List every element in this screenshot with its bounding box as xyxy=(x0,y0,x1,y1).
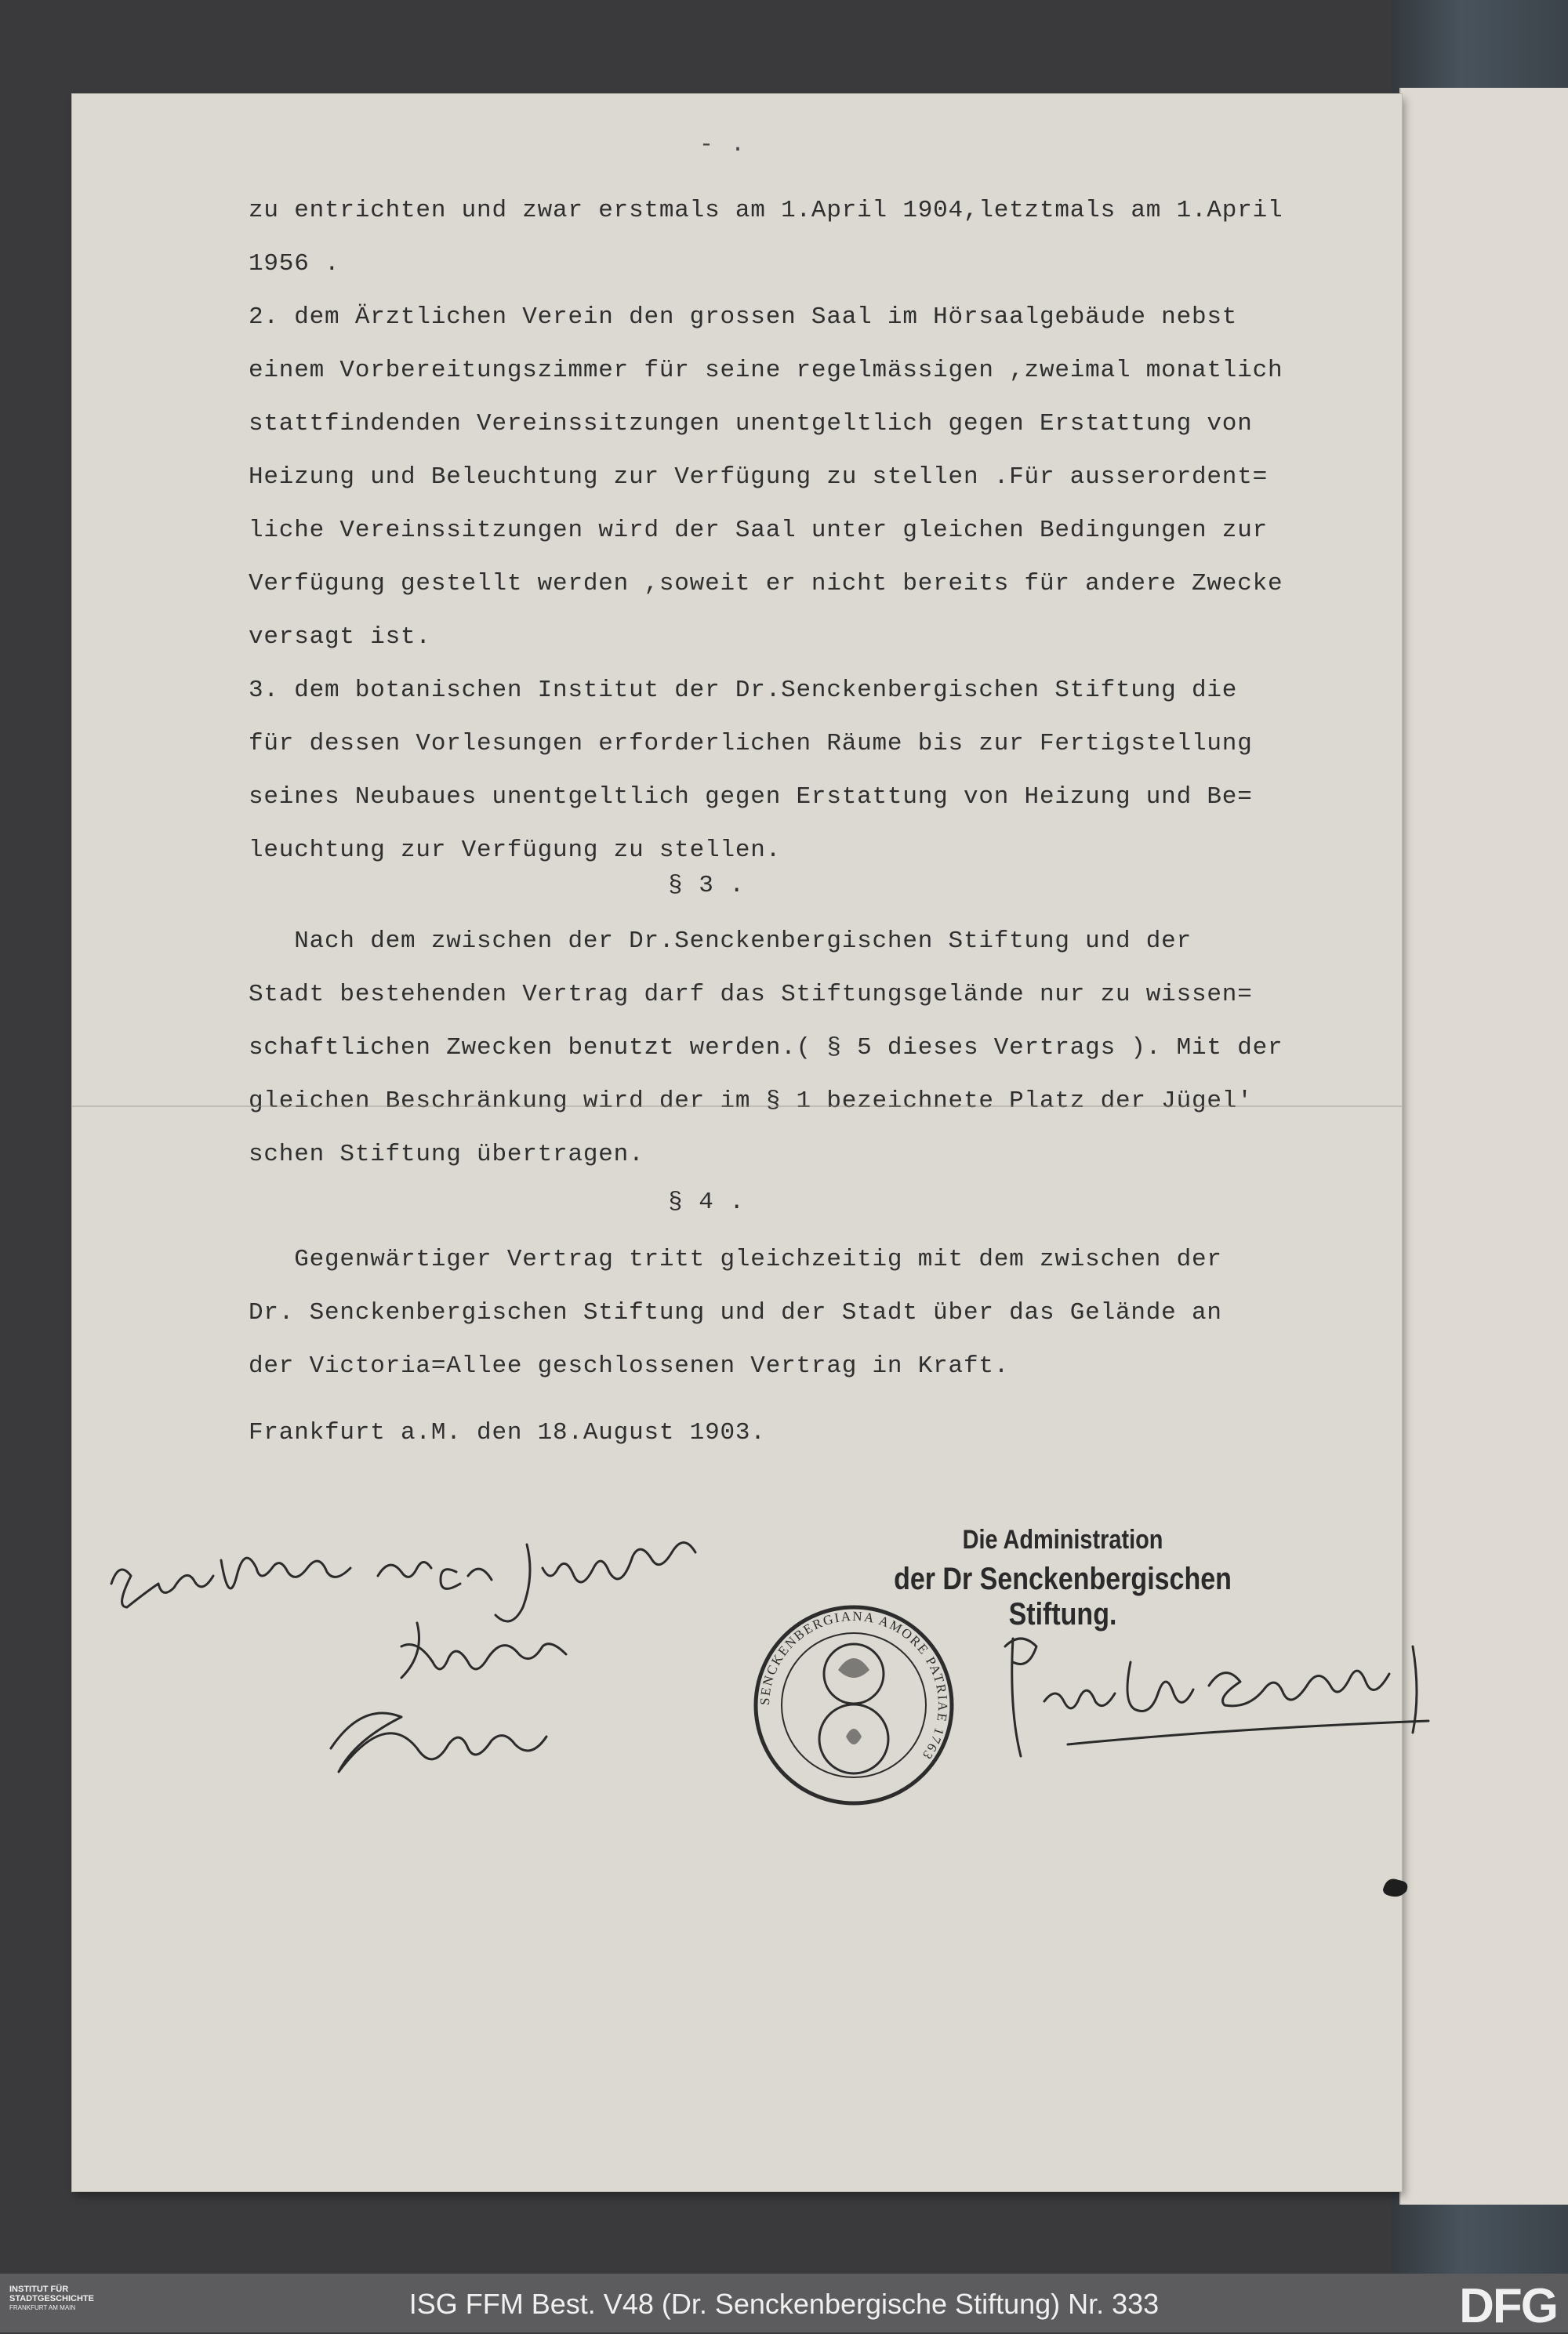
archive-citation: ISG FFM Best. V48 (Dr. Senckenbergische Stiftung) Nr. 333 xyxy=(408,2288,1160,2320)
text-line: schen Stiftung übertragen. xyxy=(249,1141,644,1168)
institution-line-2: STADTGESCHICHTE xyxy=(9,2294,94,2303)
text-line: Dr. Senckenbergischen Stiftung und der Stadt über das Gelände an xyxy=(249,1299,1222,1327)
date-line: Frankfurt a.M. den 18.August 1903. xyxy=(249,1419,766,1446)
handwritten-signature-left xyxy=(88,1513,840,1842)
stamp-line-1: Die Administration xyxy=(962,1525,1163,1555)
text-line: Gegenwärtiger Vertrag tritt gleichzeitig mit dem zwischen der xyxy=(249,1246,1222,1273)
text-line: 1956 . xyxy=(249,250,340,278)
typed-paragraphs xyxy=(249,184,1401,877)
text-line: schaftlichen Zwecken benutzt werden.( § 5 dieses Vertrags ). Mit der xyxy=(249,1034,1283,1062)
text-line: zu entrichten und zwar erstmals am 1.April 1904,letztmals am 1.April xyxy=(249,197,1283,224)
section-4-heading: § 4 . xyxy=(668,1189,746,1216)
institution-line-1: INSTITUT FÜR xyxy=(9,2285,69,2294)
section-3-heading: § 3 . xyxy=(668,872,746,899)
text-line: Verfügung gestellt werden ,soweit er nicht bereits für andere Zwecke xyxy=(249,570,1283,597)
text-line: versagt ist. xyxy=(249,623,431,651)
seal-stamp xyxy=(748,1599,960,1811)
text-line: einem Vorbereitungszimmer für seine regelmässigen ,zweimal monatlich xyxy=(249,357,1283,384)
handwritten-signature-right xyxy=(974,1615,1475,1803)
archive-footer-bar xyxy=(0,2274,1568,2332)
text-line: der Victoria=Allee geschlossenen Vertrag in Kraft. xyxy=(249,1352,1010,1380)
underlying-sheet xyxy=(1399,88,1568,2205)
text-line: leuchtung zur Verfügung zu stellen. xyxy=(249,837,782,864)
dfg-logo: DFG xyxy=(1459,2279,1557,2333)
text-line: seines Neubaues unentgeltlich gegen Erstattung von Heizung und Be= xyxy=(249,783,1253,811)
institution-line-3: FRANKFURT AM MAIN xyxy=(9,2304,76,2311)
text-line: 3. dem botanischen Institut der Dr.Senckenbergischen Stiftung die xyxy=(249,677,1238,704)
text-line: für dessen Vorlesungen erforderlichen Räume bis zur Fertigstellung xyxy=(249,730,1253,757)
text-line: gleichen Beschränkung wird der im § 1 bezeichnete Platz der Jügel' xyxy=(249,1087,1253,1115)
seal-text: SENCKENBERGIANA AMORE PATRIAE 1763 xyxy=(757,1608,951,1763)
text-line: Nach dem zwischen der Dr.Senckenbergischen Stiftung und der xyxy=(249,927,1192,955)
stamp-line-2: der Dr Senckenbergischen Stiftung. xyxy=(894,1562,1232,1632)
text-line: Stadt bestehenden Vertrag darf das Stiftungsgelände nur zu wissen= xyxy=(249,981,1253,1008)
section-4-text xyxy=(249,1233,1401,1393)
text-line: Heizung und Beleuchtung zur Verfügung zu stellen .Für ausserordent= xyxy=(249,463,1269,491)
text-line: stattfindenden Vereinssitzungen unentgeltlich gegen Erstattung von xyxy=(249,410,1253,437)
text-line: 2. dem Ärztlichen Verein den grossen Saal im Hörsaalgebäude nebst xyxy=(249,303,1238,331)
text-line: liche Vereinssitzungen wird der Saal unter gleichen Bedingungen zur xyxy=(249,517,1269,544)
document-page xyxy=(72,94,1402,2191)
section-3-text xyxy=(249,915,1401,1182)
page-header-mark: - . xyxy=(699,132,747,158)
ink-spot xyxy=(1379,1874,1410,1897)
